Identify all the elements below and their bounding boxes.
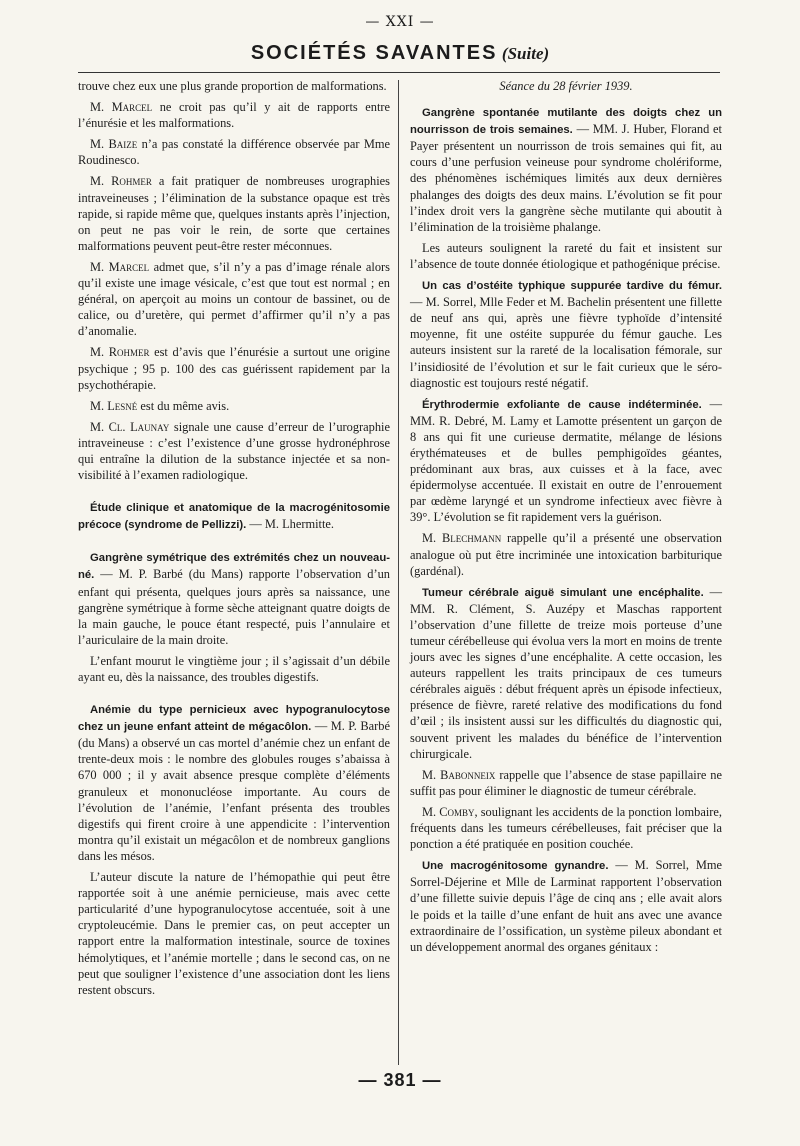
speaker-name: M. Marcel: [90, 100, 153, 115]
communication-text: — MM. R. Clément, S. Auzépy et Maschas rapportent l’observation d’une fillette de treize mois porteuse d’une tumeur cérébelleuse qui évolua vers la mort en moins de trente jours avec les signes d’une encéphalite. A cette occasion, les auteurs rappellent les traits principaux de ces tumeurs cérébrales aiguës : début fréquent après un épisode infectieux, présence de fièvre, rareté relative des modifications du fond d’œil ; ils insistent aussi sur les difficultés du diagnostic qui, souvent privent les malades du bénéfice de l’intervention chirurgicale.: [410, 584, 722, 761]
communication-entry: [78, 549, 390, 648]
paragraph: [410, 804, 722, 852]
communication-entry: [410, 396, 722, 526]
communication-title: Érythrodermie exfoliante de cause indéterminée.: [422, 398, 702, 411]
paragraph-text: est du même avis.: [137, 398, 230, 413]
paragraph-text: ne croit pas qu’il y ait de rapports entre l’énurésie et les malformations.: [78, 100, 391, 131]
communication-title: Un cas d’ostéite typhique suppurée tardive du fémur.: [422, 280, 722, 293]
paragraph-text: est d’avis que l’énurésie a surtout une origine psychique ; 95 p. 100 des cas guérissent rapidement par la psychothérapie.: [78, 345, 390, 392]
paragraph-text: rappelle qu’il a présenté une observation analogue où put être incriminée une intoxication barbiturique (gardénal).: [410, 531, 722, 578]
speaker-name: M. Marcel: [90, 259, 150, 274]
paragraph: [78, 398, 390, 414]
left-column: [78, 78, 390, 1003]
paragraph: [410, 767, 722, 799]
communication-text: — M. P. Barbé (du Mans) rapporte l’observation d’un enfant qui présenta, quelques jours après sa naissance, une gangrène symétrique à forme sèche atteignant quatre doigts de la main gauche, le pouce étant respecté, puis l’annulaire et l’auriculaire de la main droite.: [78, 567, 390, 647]
communication-text: — M. Lhermitte.: [246, 517, 335, 532]
paragraph-text: signale une cause d’erreur de l’urographie intraveineuse : c’est l’existence d’une grosse hydronéphrose qui entraîne la dilution de la substance injectée et sa non-visibilité à l’examen radiologique.: [78, 419, 390, 483]
paragraph-text: rappelle que l’absence de stase papillaire ne suffit pas pour éliminer le diagnostic de tumeur cérébrale.: [410, 767, 722, 798]
paragraph-text: admet que, s’il n’y a pas d’image rénale alors qu’il existe une image vésicale, c’est que tout est normal ; en général, on aperçoit au moins un contour de bassinet, ou de calice, ou d’uretère, qui permet d’affirmer qu’il n’y a pas d’anomalie.: [78, 259, 391, 339]
speaker-name: M. Rohmer: [90, 345, 150, 360]
page-number: — 381 —: [358, 1070, 442, 1090]
section-header: [0, 42, 800, 65]
speaker-name: M. Babonneix: [422, 767, 496, 782]
paragraph: [78, 136, 390, 168]
paragraph: [78, 344, 390, 392]
paragraph: L’enfant mourut le vingtième jour ; il s’agissait d’un débile ayant eu, dès la naissance, des troubles digestifs.: [78, 653, 390, 684]
communication-entry: [410, 277, 722, 391]
paragraph: [410, 530, 722, 578]
running-page-number: — XXI —: [365, 14, 435, 30]
communication-entry: [410, 584, 722, 762]
speaker-name: M. Comby: [422, 804, 475, 819]
communication-title: Tumeur cérébrale aiguë simulant une encéphalite.: [422, 586, 704, 599]
communication-title: Gangrène symétrique des extrémités chez un nouveau-né.: [78, 552, 390, 582]
communication-entry: [410, 857, 722, 955]
header-suite: (Suite): [501, 44, 550, 63]
header-title: SOCIÉTÉS SAVANTES: [250, 42, 498, 64]
paragraph: [78, 99, 390, 131]
paragraph-text: a fait pratiquer de nombreuses urographies intraveineuses ; l’élimination de la substance opaque est très rapide, si rapide même que, quelques instants après l’injection, on peut ne pas voir le rein, de sorte que certaines malformations peuvent peut-être rester méconnues.: [78, 174, 390, 253]
speaker-name: M. Blechmann: [422, 531, 502, 546]
communication-entry: [78, 701, 390, 864]
communication-text: — M. Sorrel, Mme Sorrel-Déjerine et Mlle de Larminat rapportent l’observation d’une fillette suivie depuis l’âge de cinq ans ; elle avait alors le poids et la taille d’une enfant de huit ans avec une avance extraordinaire de l’ossification, un système pileux abondant et un développement anormal des organes génitaux :: [410, 858, 722, 954]
communication-entry: [410, 104, 722, 235]
communication-text: — MM. J. Huber, Florand et Payer présentent un nourrisson de trois semaines qui fit, au cours d’une perfusion veineuse pour syndrome cholériforme, des phénomènes ischémiques limités aux deux dernières phalanges des doigts des deux mains. L’évolution se fit pour l’index droit vers la gangrène sèche mutilante qui aboutit à l’élimination de la troisième phalange.: [410, 122, 722, 234]
communication-text: — M. Sorrel, Mlle Feder et M. Bachelin présentent une fillette de neuf ans qui, après une fièvre typhoïde d’intensité moyenne, fit une ostéite suppurée du fémur gauche. Les auteurs insistent sur la rareté de la localisation fémorale, sur l’insidiosité de l’évolution et sur le fait curieux que le séro-diagnostic est toujours resté négatif.: [410, 295, 722, 390]
speaker-name: M. Cl. Launay: [90, 419, 170, 434]
communication-entry: [78, 499, 390, 533]
paragraph: [78, 259, 390, 339]
speaker-name: M. Baize: [90, 137, 138, 152]
communication-text: — M. P. Barbé (du Mans) a observé un cas mortel d’anémie chez un enfant de trente-deux mois : le nombre des globules rouges s’abaissa à 670 000 ; il y avait absence presque complète d’éléments granuleux et mononucléose importante. Au cours de l’évolution de l’anémie, l’enfant présenta des troubles digestifs qui firent croire à une appendicite : l’intervention montra qu’il existait un mégacôlon et de nombreux ganglions dans les mésos.: [78, 719, 390, 863]
communication-title: Étude clinique et anatomique de la macrogénitosomie précoce (syndrome de Pellizzi).: [78, 502, 390, 532]
communication-title: Gangrène spontanée mutilante des doigts chez un nourrisson de trois semaines.: [410, 107, 722, 137]
communication-text: — MM. R. Debré, M. Lamy et Lamotte présentent un garçon de 8 ans qui fit une curieuse dermatite, mélange de lésions érythémateuses et de bulles pemphigoïdes géantes, prédominant aux bras, aux cuisses et à la face, avec épidermolyse accentuée. Il existait en outre de l’enrouement par œdème laryngé et un syndrome infectieux avec fièvre à 39°. L’évolution se fit rapidement vers la guérison.: [410, 396, 722, 525]
paragraph: trouve chez eux une plus grande proportion de malformations.: [78, 79, 387, 93]
paragraph: L’auteur discute la nature de l’hémopathie qui peut être rapportée soit à une anémie pernicieuse, mais avec cette particularité d’une hypogranulocytose accentuée, soit à une cryptoleucémie. Dans le premier cas, on peut accepter un rapport entre la malformation intestinale, source de toxines hémolytiques, et l’anémie mortelle ; dans le second cas, on ne peut que souligner l’existence d’une association dont les liens restent obscurs.: [78, 870, 390, 997]
communication-title: Une macrogénitosome gynandre.: [422, 860, 609, 873]
paragraph: Les auteurs soulignent la rareté du fait et insistent sur l’absence de toute donnée étiologique et pathogénique précise.: [410, 240, 722, 271]
paragraph-text: n’a pas constaté la différence observée par Mme Roudinesco.: [78, 137, 390, 168]
paragraph: [78, 419, 390, 483]
speaker-name: M. Rohmer: [90, 174, 152, 189]
paragraph-text: , soulignant les accidents de la ponction lombaire, fréquents dans les tumeurs cérébelleuses, fait préciser que la ponction a été pratiquée en position couchée.: [410, 804, 722, 852]
column-divider: [398, 80, 399, 1065]
right-column: [410, 78, 722, 960]
session-date: Séance du 28 février 1939.: [499, 79, 633, 93]
paragraph: [78, 173, 390, 253]
speaker-name: M. Lesné: [90, 398, 138, 413]
communication-title: Anémie du type pernicieux avec hypogranulocytose chez un jeune enfant atteint de mégacôlon.: [78, 704, 390, 734]
header-rule: [78, 72, 720, 73]
